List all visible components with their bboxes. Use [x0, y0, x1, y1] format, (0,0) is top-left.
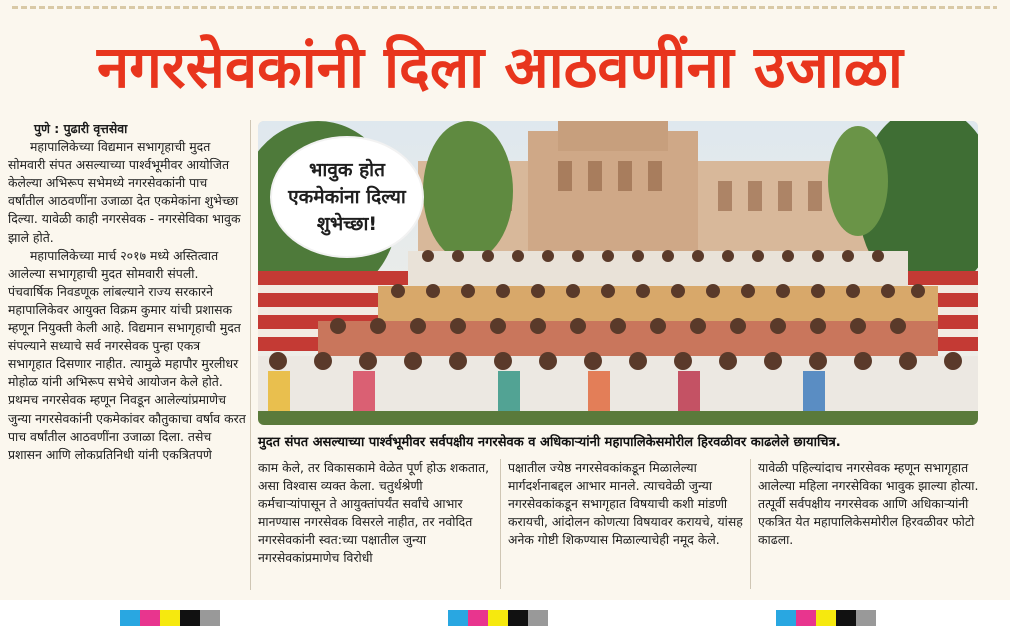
yellow-swatch: [160, 610, 180, 626]
column-divider: [250, 120, 251, 590]
byline: पुणे : पुढारी वृत्तसेवा: [34, 121, 128, 136]
gray-swatch: [528, 610, 548, 626]
black-swatch: [508, 610, 528, 626]
photo-caption: मुदत संपत असल्याच्या पार्श्वभूमीवर सर्वपक्षीय नगरसेवक व अधिकाऱ्यांनी महापालिकेसमोरील हिरवळीवर काढलेले छायाचित्र.: [258, 435, 841, 450]
black-swatch: [836, 610, 856, 626]
column-divider: [750, 459, 751, 589]
photo-quote-text: भावुक होत एकमेकांना दिल्या शुभेच्छा!: [288, 158, 406, 235]
registration-swatches: [120, 610, 220, 626]
magenta-swatch: [140, 610, 160, 626]
black-swatch: [180, 610, 200, 626]
cyan-swatch: [448, 610, 468, 626]
yellow-swatch: [488, 610, 508, 626]
magenta-swatch: [468, 610, 488, 626]
headline: नगरसेवकांनी दिला आठवणींना उजाळा: [97, 33, 903, 101]
gray-swatch: [856, 610, 876, 626]
paragraph: महापालिकेच्या विद्यमान सभागृहाची मुदत सोमवारी संपत असल्याच्या पार्श्वभूमीवर आयोजित केलेल्या अभिरूप सभेमध्ये नगरसेवकांनी पाच वर्षांतील आठवणींना उजाळा देत एकमेकांना शुभेच्छा दिल्या. यावेळी काही नगरसेवक - नगरसेविका भावुक झाले होते.: [8, 139, 241, 245]
cyan-swatch: [120, 610, 140, 626]
article-column-4: यावेळी पहिल्यांदाच नगरसेवक म्हणून सभागृहात आलेल्या महिला नगरसेविका भावुक झाल्या होत्या. तत्पूर्वी सर्वपक्षीय नगरसेवक आणि अधिकाऱ्यांनी एकत्रित येत महापालिकेसमोरील हिरवळीवर फोटो काढला.: [758, 460, 979, 548]
article-column-1: [8, 120, 246, 464]
registration-swatches: [776, 610, 876, 626]
paragraph: महापालिकेच्या मार्च २०१७ मध्ये अस्तित्वात आलेल्या सभागृहाची मुदत सोमवारी संपली. पंचवार्षिक निवडणूक लांबल्याने राज्य सरकारने महापालिकेवर आयुक्त विक्रम कुमार यांची प्रशासक म्हणून नियुक्ती केली आहे. विद्यमान सभागृहाची मुदत संपल्याने सध्याचे सर्व नगरसेवक पुन्हा एकत्र सभागृहात दिसणार नाहीत. त्यामुळे महापौर मुरलीधर मोहोळ यांनी अभिरूप सभेचे आयोजन केले होते. प्रथमच नगरसेवक म्हणून निवडून आलेल्यांप्रमाणेच जुन्या नगरसेवकांनी एकमेकांवर कौतुकाचा वर्षाव करत पाच वर्षांतील आठवणींना उजाळा दिला. तसेच प्रशासन आणि लोकप्रतिनिधी यांनी एकत्रितपणे: [8, 247, 246, 462]
magenta-swatch: [796, 610, 816, 626]
cyan-swatch: [776, 610, 796, 626]
article-column-2: काम केले, तर विकासकामे वेळेत पूर्ण होऊ शकतात, असा विश्वास व्यक्त केला. चतुर्थश्रेणी कर्मचाऱ्यांपासून ते आयुक्तांपर्यंत सर्वांचे आभार मानण्यास नगरसेवक विसरले नाहीत, तर नवोदित नगरसेवकांनी स्वत:च्या पक्षातील जुन्या नगरसेवकांप्रमाणेच विरोधी: [258, 460, 490, 566]
photo-quote-bubble: [272, 138, 422, 256]
top-rule: [12, 6, 997, 9]
article-column-3: पक्षातील ज्येष्ठ नगरसेवकांकडून मिळालेल्या मार्गदर्शनाबद्दल आभार मानले. त्याचवेळी जुन्या नगरसेवकांकडून सभागृहात विषयाची कशी मांडणी करायची, आंदोलन कोणत्या विषयावर करायचे, यांसह अनेक गोष्टी शिकण्यास मिळाल्याचेही नमूद केले.: [508, 460, 743, 548]
registration-swatches: [448, 610, 548, 626]
gray-swatch: [200, 610, 220, 626]
yellow-swatch: [816, 610, 836, 626]
column-divider: [500, 459, 501, 589]
